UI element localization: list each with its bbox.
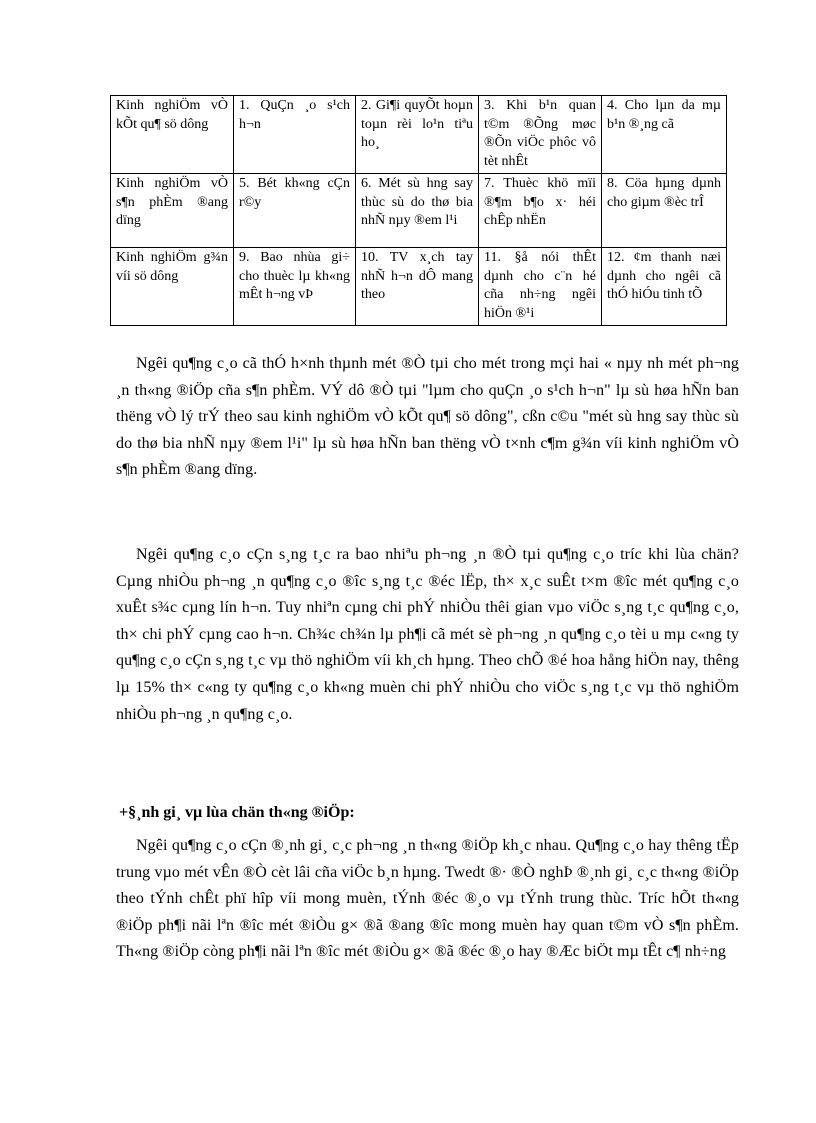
table-cell: 5. Bét kh«ng cÇn r©y xyxy=(234,174,356,248)
table-cell: 8. Cöa hµng dµnh cho giµm ®èc trÎ xyxy=(602,174,727,248)
paragraph-text: Ngêi qu¶ng c¸o cÇn s¸ng t¸c ra bao nhiªu ph¬ng ¸n ®Ò tµi qu¶ng c¸o tríc khi lùa chän? Cµng nhiÒu ph¬ng ¸n qu¶ng c¸o ®îc s¸ng t¸c ®éc lËp, th× x¸c suÊt t×m ®îc mét qu¶ng c¸o xuÊt s¾c cµng lín h¬n. Tuy nhiªn cµng chi phÝ nhiÒu thêi gian vµo viÖc s¸ng t¸c qu¶ng c¸o, th× chi phÝ cµng cao h¬n. Ch¾c ch¾n lµ ph¶i cã mét sè ph¬ng ¸n qu¶ng c¸o tèi u mµ c«ng ty qu¶ng c¸o cÇn s¸ng t¸c vµ thö nghiÖm víi kh¸ch hµng. Theo chÕ ®é hoa hång hiÖn nay, thêng lµ 15% th× c«ng ty qu¶ng c¸o kh«ng muèn chi phÝ nhiÒu cho viÖc s¸ng t¸c vµ thö nghiÖm nhiÒu ph¬ng ¸n qu¶ng c¸o. xyxy=(116,546,739,723)
table-row xyxy=(111,248,727,326)
table-cell: 4. Cho lµn da mµ b¹n ®¸ng cã xyxy=(602,96,727,174)
table-cell: 9. Bao nhùa gi÷ cho thuèc lµ kh«ng mÊt h¬ng vÞ xyxy=(234,248,356,326)
table-cell: Kinh nghiÖm vÒ kÕt qu¶ sö dông xyxy=(111,96,234,174)
message-matrix-table xyxy=(110,95,727,326)
table-cell: 10. TV x¸ch tay nhÑ h¬n dÔ mang theo xyxy=(356,248,479,326)
table-cell: Kinh nghiÖm vÒ s¶n phÈm ®ang dïng xyxy=(111,174,234,248)
body-paragraph xyxy=(116,833,739,966)
table-cell: Kinh nghiÖm g¾n víi sö dông xyxy=(111,248,234,326)
table-row xyxy=(111,96,727,174)
body-paragraph xyxy=(116,351,739,484)
table-cell: 3. Khi b¹n quan t©m ®Õng møc ®Õn viÖc phôc vô tèt nhÊt xyxy=(479,96,602,174)
table-cell: 7. Thuèc khö mïi ®¶m b¶o x· héi chÊp nhËn xyxy=(479,174,602,248)
table-cell: 2. Gi¶i quyÕt hoµn toµn rèi lo¹n tiªu ho¸ xyxy=(356,96,479,174)
table-cell: 1. QuÇn ¸o s¹ch h¬n xyxy=(234,96,356,174)
table-cell: 12. ¢m thanh næi dµnh cho ngêi cã thÓ hiÓu tinh tÕ xyxy=(602,248,727,326)
paragraph-text: Ngêi qu¶ng c¸o cã thÓ h×nh thµnh mét ®Ò tµi cho mét trong mçi hai « nµy nh mét ph¬ng ¸n th«ng ®iÖp cña s¶n phÈm. VÝ dô ®Ò tµi "lµm cho quÇn ¸o s¹ch h¬n" lµ sù høa hÑn ban thëng vÒ lý trÝ theo sau kinh nghiÖm vÒ kÕt qu¶ sö dông", cßn c©u "mét sù hng say thùc sù do thø bia nhÑ nµy ®em l¹i" lµ sù høa hÑn ban thëng vÒ t×nh c¶m g¾n víi kinh nghiÖm vÒ s¶n phÈm ®ang dïng. xyxy=(116,355,739,479)
table-cell: 11. §å nói thÊt dµnh cho c¨n hé cña nh÷ng ngêi hiÖn ®¹i xyxy=(479,248,602,326)
table-row xyxy=(111,174,727,248)
table-cell: 6. Mét sù hng say thùc sù do thø bia nhÑ nµy ®em l¹i xyxy=(356,174,479,248)
paragraph-text: Ngêi qu¶ng c¸o cÇn ®¸nh gi¸ c¸c ph¬ng ¸n th«ng ®iÖp kh¸c nhau. Qu¶ng c¸o hay thêng tËp trung vµo mét vÊn ®Ò cèt lâi cña viÖc b¸n hµng. Twedt ®· ®Ò nghÞ ®¸nh gi¸ c¸c th«ng ®iÖp theo tÝnh chÊt phï hîp víi mong muèn, tÝnh ®éc ®¸o vµ tÝnh trung thùc. Tríc hÕt th«ng ®iÖp ph¶i nãi lªn ®îc mét ®iÒu g× ®ã ®ang ®îc mong muèn hay quan t©m vÒ s¶n phÈm. Th«ng ®iÖp còng ph¶i nãi lªn ®îc mét ®iÒu g× ®ã ®éc ®¸o hay ®Æc biÖt mµ tÊt c¶ nh÷ng xyxy=(116,837,739,961)
body-paragraph xyxy=(116,542,739,728)
section-heading: +§¸nh gi¸ vµ lùa chän th«ng ®iÖp: xyxy=(119,804,355,821)
